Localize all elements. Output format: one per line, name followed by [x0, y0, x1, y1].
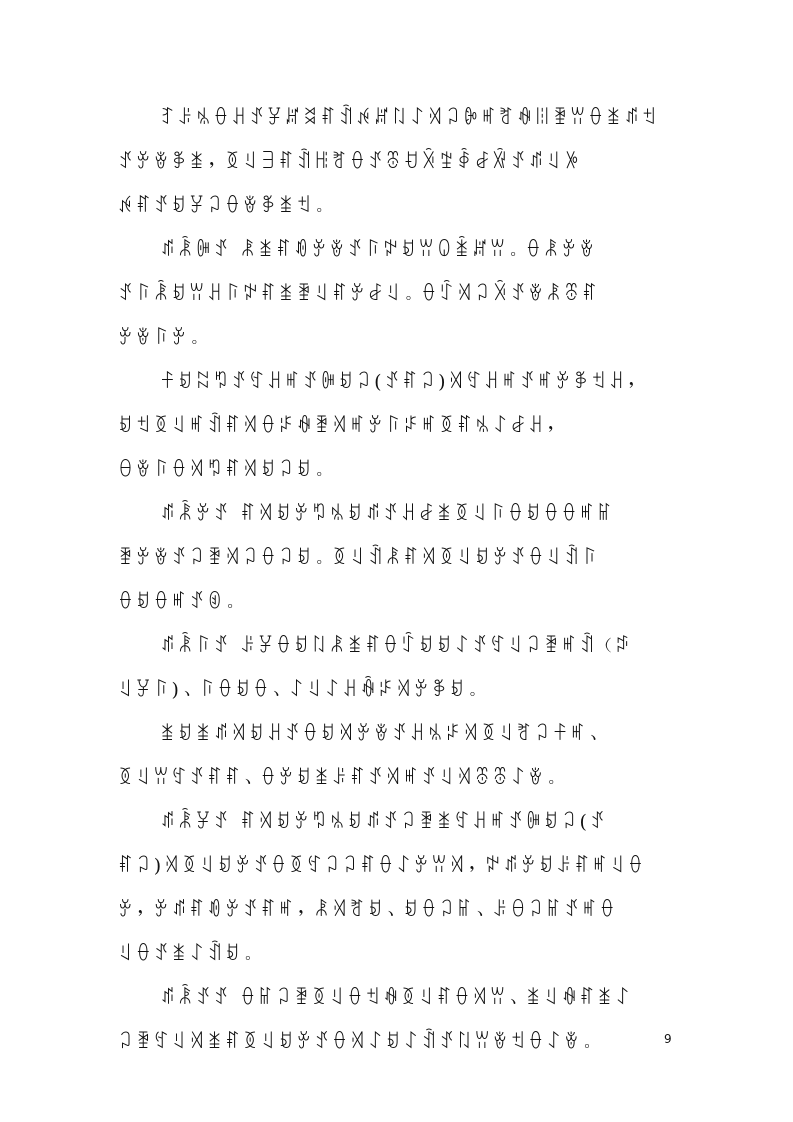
text-line: ꉌꐥꀋꀂꐯꃀꂷꎴꃆꁧꉬ。 [118, 195, 333, 217]
text-line: ꀂꉬꅉꆹꎭꀉꐥꄉꂷꈝꊿꄿꄉꎭꏯꑍꈝꎭꅉꐥꁱꋍꆀꃅ， [118, 415, 565, 437]
text-line: ꅉꆹꀕꉐꀋꐥꐥ、ꂷꏯꀂꁧꌠꐥꀋꄉꎭꀋꆹꄉꁨꁨꋍꎴ。 [118, 767, 565, 789]
text-line: ꆪꎴꑍꂷꄉꑳꐥꄉꀂꃀꀂ。 [118, 459, 333, 481]
body-text [118, 96, 678, 1064]
paragraph [118, 624, 678, 712]
paragraph [118, 492, 678, 624]
text-line: ꁮꂾꑍꀋ ꌠꐯꂷꀂꇁꂿꁧꐥꂷꇯꀂꀂꋍꀋꉐꆹꃀꄿꎭꀉ（ꁯ [160, 635, 633, 657]
paragraph [118, 800, 678, 976]
text-line: ꆹꐯꑍ)、ꑍꂷꀂꂷ、ꋍꆹꋍꃅꊾꈝꄉꏯꃆꀂ。 [118, 679, 486, 701]
text-line: ꀋꑍꂾꀂꀕꃅꑍꉢꐥꁧꄿꆹꐥꏯꆀꆹ。ꂷꇯꄉꃀꋋꀋꎴꂿꁨꐥ [118, 283, 600, 305]
text-line: ꁧꀂꁧꁮꄉꀂꃅꀋꂷꀂꄉꏯꎴꀋꃅꁱꈝꄉꅉꆹꐛꃀꊰꎭ、 [160, 723, 607, 745]
paragraph [118, 96, 678, 228]
text-line: ꊰꀂꉆꑳꀋꉐꃅꎭꀋꁏꀂꃀ(ꀋꐥꃀ)ꄉꉐꃅꎭꀋꎭꏯꃆꉬꃅ， [160, 371, 645, 393]
paragraph [118, 976, 678, 1064]
text-line: ꁮꂾꏯꀋ ꐥꄉꀂꏯꑳꁱꀂꁮꀋꃅꆀꁧꅉꆹꑍꂷꀂꂷꂷꎭꈴ [160, 503, 616, 525]
text-line: ꄿꏯꎴꀋꃀꄿꄉꃀꂷꃀꀂ。ꅉꆹꀉꂿꐥꄉꅉꆹꀂꏯꀋꂷꆹꀉꑍ [118, 547, 600, 569]
text-line: ꐥꃀ)ꄉꅉꆹꀂꏯꀋꂷꅉꉐꃀꃀꐥꂷꋍꏯꀕꄉ，ꉢꁮꏯꀂꌠꐥꎭꆹꂷ [118, 855, 646, 877]
text-line: ꆈꌠꁱꂷꃅꀋꐯꏦꈬꐥꀉꉌꏦꇁꋍꄉꃀꐊꎭꐛꊿꈨꄿꀕꂷꁧꁮꉬ [160, 107, 660, 129]
text-line: ꆹꂷꀋꁧꋍꀉꀂ。 [118, 943, 261, 965]
paragraph [118, 360, 678, 492]
text-line: ꁮꂾꀋꀋ ꂷꈴꃀꄿꅉꆹꂷꉬꊿꅉꆹꐥꂷꄉꀕ、ꁧꆹꊿꐥꁧꋍ [160, 987, 633, 1009]
text-line: ꏯꎴꑍꏯ。 [118, 327, 208, 349]
paragraph [118, 712, 678, 800]
text-line: ꁮꂾꐯꀋ ꐥꄉꀂꏯꑳꁱꀂꁮꀋꃀꄿꁧꉐꃅꎭꀋꁏꀂꃀ(ꀋ [160, 811, 608, 833]
text-line: ꏯ，ꏯꁮꐥꀑꏯꀋꐥꎭ，ꂿꄉꐛꀂ、ꀂꂷꃀꈴ、ꌠꆪꃀꈴꀋꎭꂷ [118, 899, 618, 921]
text-line: ꀋꏯꎴꃆꁧ，ꅉꆹꎆꐥꀉꆿꐛꂷꀋꁨꀀꋋꄹꇈꆀꑞꀋꁮꆹꉼ [118, 151, 582, 173]
text-line: ꁮꂾꁏꀋ ꂿꁧꐥꀑꏯꎴꀋꑍꉢꀂꀕꐎꁦꏦꀕ。ꂷꂿꏯꎴ [160, 239, 598, 261]
text-line: ꃀꄿꉐꆹꄉꁧꐥꅉꆹꀂꏯꀋꂷꄉꋍꀂꋍꀉꀋꇁꀕꎴꉬꂷꋍꎴ。 [118, 1031, 600, 1053]
paragraph [118, 228, 678, 360]
page-number: 9 [664, 1032, 672, 1046]
text-line: ꂷꀂꂷꎭꀋꊶ。 [118, 591, 243, 613]
